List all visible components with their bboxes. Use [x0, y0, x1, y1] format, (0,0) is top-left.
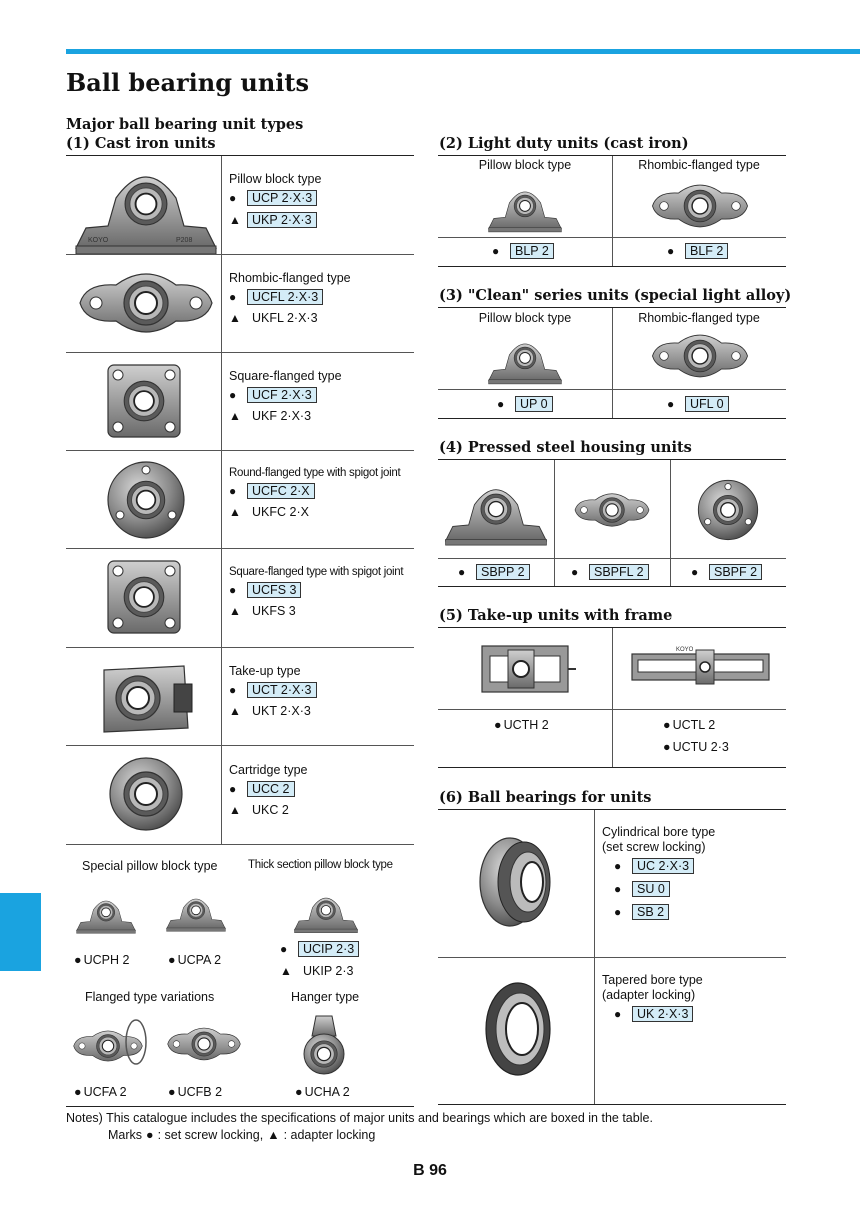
- dot-mark: ●: [168, 1085, 176, 1099]
- dot-mark: ●: [295, 1085, 303, 1099]
- dot-mark: ●: [229, 683, 237, 697]
- blf-code: BLF 2: [685, 243, 728, 259]
- dot-mark: ●: [74, 1085, 82, 1099]
- img-tapered-bearing: [476, 975, 566, 1085]
- img-blf: [645, 174, 755, 236]
- img-square-flange: [66, 353, 221, 450]
- triangle-mark: ▲: [229, 704, 241, 718]
- page-number: B 96: [413, 1162, 447, 1179]
- img-ucth: [470, 636, 580, 702]
- tap-line2: (adapter locking): [602, 988, 696, 1002]
- triangle-mark: ▲: [229, 505, 241, 519]
- cyl-line2: (set screw locking): [602, 840, 706, 854]
- triangle-mark: ▲: [229, 311, 241, 325]
- row6-name: Take-up type: [229, 664, 301, 678]
- img-label-p208: P208: [176, 237, 193, 244]
- row4-dot-code: UCFC 2·X: [247, 483, 315, 499]
- sec1-divider: [221, 156, 222, 844]
- triangle-mark: ▲: [229, 213, 241, 227]
- sec1-heading: (1) Cast iron units: [66, 135, 216, 152]
- top-accent-bar: [66, 49, 860, 54]
- dot-mark: ●: [614, 1007, 622, 1021]
- sec3-bottom-rule: [438, 418, 786, 419]
- row1-name: Pillow block type: [229, 172, 322, 186]
- img-flanged-variations: [66, 1012, 256, 1078]
- dot-mark: ●: [614, 882, 622, 896]
- sec6-heading: (6) Ball bearings for units: [439, 789, 652, 806]
- sec2-bottom-rule: [438, 266, 786, 267]
- uk-code: UK 2·X·3: [632, 1006, 693, 1022]
- sbpfl-code: SBPFL 2: [589, 564, 649, 580]
- sec3-heading: (3) "Clean" series units (special light alloy): [439, 287, 792, 304]
- row5-name: Square-flanged type with spigot joint: [229, 566, 404, 578]
- sb-code: SB 2: [632, 904, 669, 920]
- cyl-line1: Cylindrical bore type: [602, 825, 716, 839]
- row2-tri-code: UKFL 2·X·3: [252, 311, 318, 325]
- img-cylindrical-bearing: [466, 826, 566, 936]
- img-sbpfl: [556, 468, 668, 548]
- notes-tri-text: : adapter locking: [283, 1128, 376, 1142]
- dot-mark: ●: [146, 1128, 154, 1142]
- sec5-divider: [612, 628, 613, 767]
- dot-mark: ●: [497, 397, 505, 411]
- sec6-mid-rule: [438, 957, 786, 958]
- special-pillow-label: Special pillow block type: [82, 859, 218, 873]
- sec6-top-rule: [438, 809, 786, 810]
- sec1-bottom-rule: [66, 1106, 414, 1107]
- img-special-pillow: [72, 880, 252, 944]
- su-code: SU 0: [632, 881, 670, 897]
- row6-tri-code: UKT 2·X·3: [252, 704, 311, 718]
- img-cartridge: [66, 746, 221, 843]
- ucfa-code: UCFA 2: [83, 1085, 127, 1099]
- sec4-bottom-rule: [438, 586, 786, 587]
- dot-mark: ●: [663, 718, 671, 732]
- ufl-code: UFL 0: [685, 396, 729, 412]
- sec2-mid-rule: [438, 237, 786, 238]
- side-index-tab: [0, 893, 41, 971]
- ucip-code: UCIP 2·3: [298, 941, 359, 957]
- row4-tri-code: UKFC 2·X: [252, 505, 309, 519]
- dot-mark: ●: [458, 565, 466, 579]
- page-title: Ball bearing units: [66, 68, 309, 97]
- dot-mark: ●: [614, 859, 622, 873]
- dot-mark: ●: [667, 244, 675, 258]
- sec5-bottom-rule: [438, 767, 786, 768]
- thick-pillow-label: Thick section pillow block type: [248, 859, 393, 871]
- up-code: UP 0: [515, 396, 553, 412]
- img-uctl: [628, 640, 773, 696]
- row1-dot-code: UCP 2·X·3: [247, 190, 317, 206]
- ucph-code: UCPH 2: [83, 953, 130, 967]
- uc-code: UC 2·X·3: [632, 858, 694, 874]
- triangle-mark: ▲: [280, 964, 292, 978]
- row2-name: Rhombic-flanged type: [229, 271, 351, 285]
- sec3-col1: Pillow block type: [478, 311, 572, 325]
- row-divider: [66, 844, 414, 845]
- subtitle: Major ball bearing unit types: [66, 116, 304, 133]
- sec4-divider-2: [670, 460, 671, 586]
- dot-mark: ●: [168, 953, 176, 967]
- row5-dot-code: UCFS 3: [247, 582, 301, 598]
- img-take-up: [66, 648, 221, 745]
- ucha-code: UCHA 2: [304, 1085, 350, 1099]
- dot-mark: ●: [492, 244, 500, 258]
- dot-mark: ●: [229, 191, 237, 205]
- flanged-var-label: Flanged type variations: [85, 990, 215, 1004]
- sbpp-code: SBPP 2: [476, 564, 530, 580]
- sec4-heading: (4) Pressed steel housing units: [439, 439, 692, 456]
- row6-dot-code: UCT 2·X·3: [247, 682, 317, 698]
- frame-brand-label: KOYO: [676, 647, 694, 653]
- sec5-mid-rule: [438, 709, 786, 710]
- dot-mark: ●: [571, 565, 579, 579]
- sec6-bottom-rule: [438, 1104, 786, 1105]
- img-square-flange-spigot: [66, 549, 221, 646]
- dot-mark: ●: [229, 290, 237, 304]
- dot-mark: ●: [229, 388, 237, 402]
- row4-name: Round-flanged type with spigot joint: [229, 467, 401, 479]
- uctl-code: UCTL 2: [672, 718, 716, 732]
- img-rhombic-flange: [66, 255, 221, 352]
- dot-mark: ●: [663, 740, 671, 754]
- dot-mark: ●: [614, 905, 622, 919]
- triangle-mark: ▲: [229, 604, 241, 618]
- row5-tri-code: UKFS 3: [252, 604, 296, 618]
- hanger-label: Hanger type: [291, 990, 360, 1004]
- dot-mark: ●: [667, 397, 675, 411]
- dot-mark: ●: [74, 953, 82, 967]
- row7-tri-code: UKC 2: [252, 803, 289, 817]
- ucfb-code: UCFB 2: [177, 1085, 223, 1099]
- sec2-divider: [612, 156, 613, 266]
- notes-marks-prefix: Marks: [108, 1128, 143, 1142]
- uctu-code: UCTU 2·3: [672, 740, 729, 754]
- row2-dot-code: UCFL 2·X·3: [247, 289, 323, 305]
- row1-tri-code: UKP 2·X·3: [247, 212, 317, 228]
- triangle-mark: ▲: [229, 803, 241, 817]
- notes-line1: Notes) This catalogue includes the specifications of major units and bearings which are boxed in the table.: [66, 1111, 653, 1125]
- sbpf-code: SBPF 2: [709, 564, 762, 580]
- img-ufl: [645, 326, 755, 388]
- img-thick-pillow: [278, 880, 378, 940]
- row7-dot-code: UCC 2: [247, 781, 295, 797]
- sec4-divider-1: [554, 460, 555, 586]
- img-sbpp: [440, 468, 552, 548]
- img-blp: [470, 174, 580, 236]
- triangle-mark: ▲: [229, 409, 241, 423]
- tap-line1: Tapered bore type: [602, 973, 703, 987]
- row3-name: Square-flanged type: [229, 369, 342, 383]
- dot-mark: ●: [494, 718, 502, 732]
- sec3-mid-rule: [438, 389, 786, 390]
- sec2-heading: (2) Light duty units (cast iron): [439, 135, 689, 152]
- ucpa-code: UCPA 2: [177, 953, 222, 967]
- sec3-col2: Rhombic-flanged type: [638, 311, 760, 325]
- img-label-koyo: KOYO: [88, 237, 109, 244]
- img-pillow-block: [66, 156, 221, 254]
- sec4-top-rule: [438, 459, 786, 460]
- dot-mark: ●: [229, 782, 237, 796]
- img-up: [470, 326, 580, 388]
- dot-mark: ●: [229, 484, 237, 498]
- ukip-code: UKIP 2·3: [303, 964, 354, 978]
- img-hanger: [290, 1012, 360, 1078]
- img-sbpf: [672, 468, 784, 548]
- row7-name: Cartridge type: [229, 763, 308, 777]
- sec2-col2: Rhombic-flanged type: [638, 158, 760, 172]
- notes-dot-text: : set screw locking,: [157, 1128, 264, 1142]
- sec2-col1: Pillow block type: [478, 158, 572, 172]
- row3-tri-code: UKF 2·X·3: [252, 409, 312, 423]
- dot-mark: ●: [229, 583, 237, 597]
- row3-dot-code: UCF 2·X·3: [247, 387, 317, 403]
- sec5-heading: (5) Take-up units with frame: [439, 607, 673, 624]
- blp-code: BLP 2: [510, 243, 554, 259]
- ucth-code: UCTH 2: [503, 718, 549, 732]
- dot-mark: ●: [691, 565, 699, 579]
- img-round-flange: [66, 451, 221, 548]
- sec4-mid-rule: [438, 558, 786, 559]
- triangle-mark: ▲: [267, 1128, 280, 1142]
- dot-mark: ●: [280, 942, 288, 956]
